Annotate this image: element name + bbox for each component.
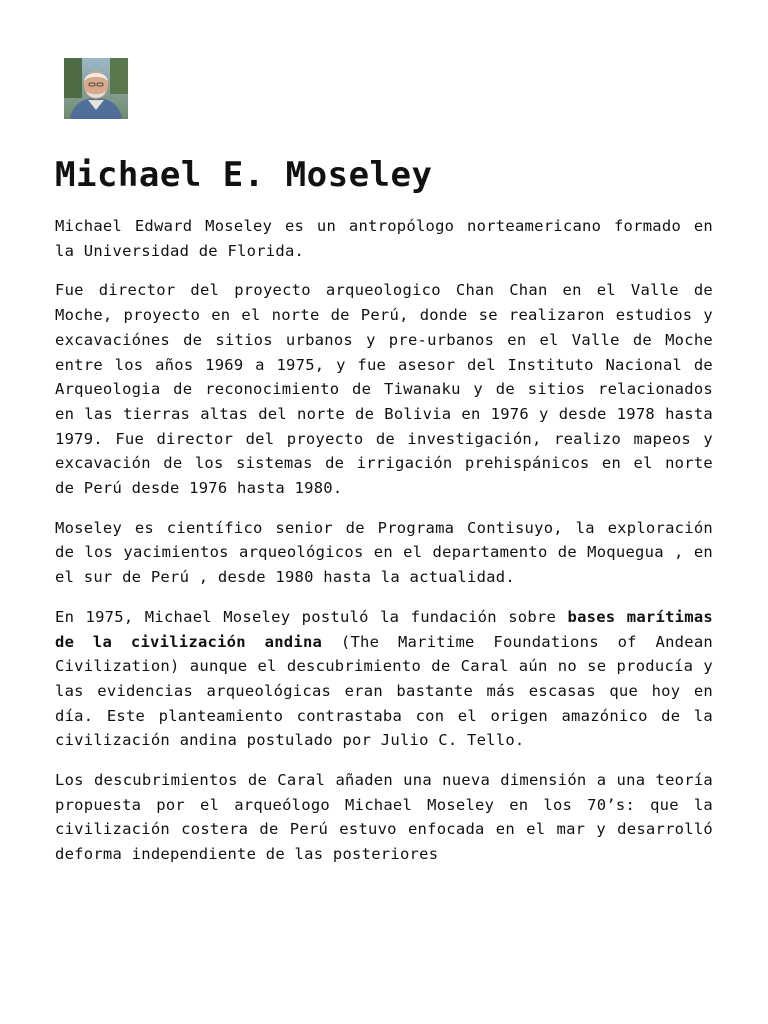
- paragraph-maritime-foundations: [55, 605, 713, 753]
- paragraph-text-after: (The Maritime Foundations of Andean Civilization) aunque el descubrimiento de Caral aún no se producía y las evidencias arqueológicas eran bastante más escasas que hoy en día. Este planteamiento contrastaba con el origen amazónico de la civilización andina postulado por Julio C. Tello.: [55, 632, 713, 750]
- paragraph-caral: Los descubrimientos de Caral añaden una nueva dimensión a una teoría propuesta por el arqueólogo Michael Moseley en los 70’s: que la civilización costera de Perú estuvo enfocada en el mar y desarrolló deforma independiente de las posteriores: [55, 771, 713, 864]
- paragraph-career: Fue director del proyecto arqueologico Chan Chan en el Valle de Moche, proyecto en el norte de Perú, donde se realizaron estudios y excavaciónes de sitios urbanos y pre-urbanos en el Valle de Moche entre los años 1969 a 1975, y fue asesor del Instituto Nacional de Arqueologia de reconocimiento de Tiwanaku y de sitios relacionados en las tierras altas del norte de Bolivia en 1976 y desde 1978 hasta 1979. Fue director del proyecto de investigación, realizo mapeos y excavación de los sistemas de irrigación prehispánicos en el norte de Perú desde 1976 hasta 1980.: [55, 281, 713, 498]
- paragraph-text-before: En 1975, Michael Moseley postuló la fundación sobre: [55, 607, 568, 626]
- paragraph-contisuyo: Moseley es científico senior de Programa Contisuyo, la exploración de los yacimientos arqueológicos en el departamento de Moquegua , en el sur de Perú , desde 1980 hasta la actualidad.: [55, 518, 713, 587]
- portrait-photo-icon: [64, 58, 128, 119]
- paragraph-intro: Michael Edward Moseley es un antropólogo norteamericano formado en la Universidad de Florida.: [55, 217, 713, 260]
- page-title: Michael E. Moseley: [55, 155, 433, 195]
- document-page: [55, 58, 713, 867]
- author-photo: [64, 58, 128, 119]
- highlighted-term: bases marítimas de la civilización andina: [55, 607, 713, 651]
